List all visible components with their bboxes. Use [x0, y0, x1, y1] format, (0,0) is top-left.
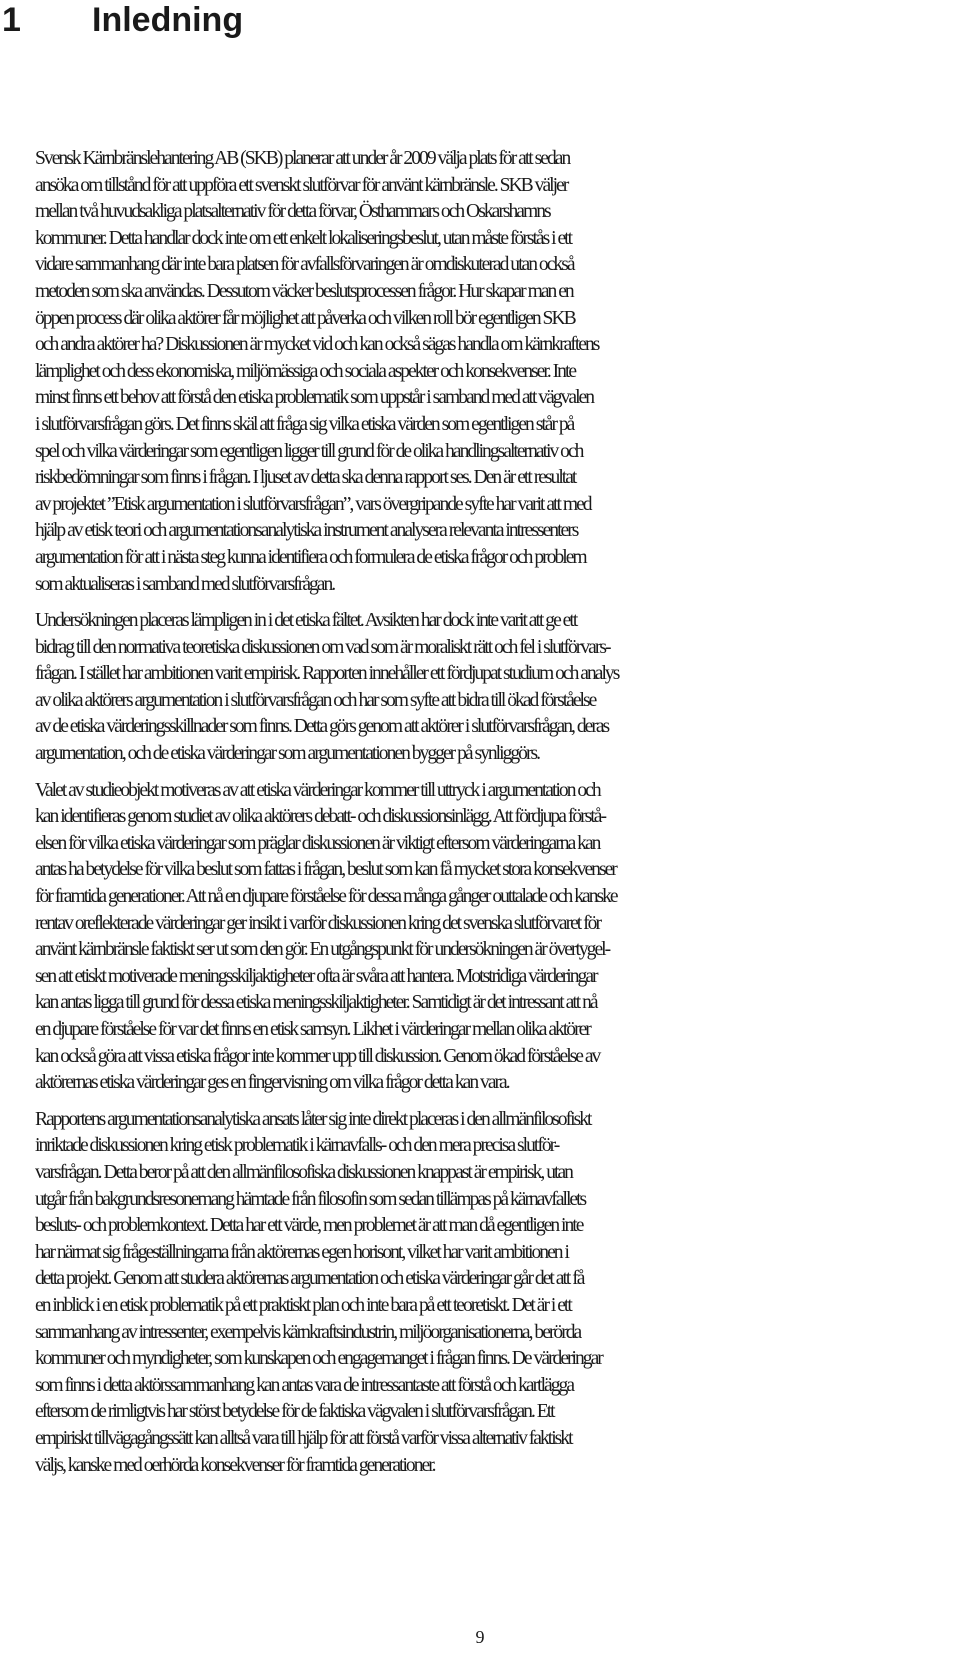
text-line: hjälp av etisk teori och argumentationsanalytiska instrument analysera relevanta intressenters — [35, 520, 578, 542]
text-line: besluts- och problemkontext. Detta har ett värde, men problemet är att man då egentligen inte — [35, 1215, 583, 1237]
text-line: Rapportens argumentationsanalytiska ansats låter sig inte direkt placeras i den allmänfilosofiskt — [35, 1108, 591, 1130]
paragraph — [35, 1107, 955, 1479]
text-line: lämplighet och dess ekonomiska, miljömässiga och sociala aspekter och konsekvenser. Inte — [35, 360, 576, 382]
text-line: aktörernas etiska värderingar ges en fingervisning om vilka frågor detta kan vara. — [35, 1072, 509, 1094]
text-line: har närmat sig frågeställningarna från aktörernas egen horisont, vilket har varit ambitionen i — [35, 1241, 568, 1263]
text-line: av projektet ”Etisk argumentation i slutförvarsfrågan”, vars övergripande syfte har varit att med — [35, 493, 591, 515]
chapter-title: Inledning — [92, 1, 244, 39]
text-line: av olika aktörers argumentation i slutförvarsfrågan och har som syfte att bidra till ökad förståelse — [35, 689, 596, 711]
text-line: bidrag till den normativa teoretiska diskussionen om vad som är moraliskt rätt och fel i slutförvars- — [35, 636, 610, 658]
paragraph — [35, 146, 955, 598]
text-line: empiriskt tillvägagångssätt kan alltså vara till hjälp för att förstå varför vissa alternativ faktiskt — [35, 1427, 572, 1449]
text-line: en djupare förståelse för var det finns en etisk samsyn. Likhet i värderingar mellan olika aktörer — [35, 1019, 590, 1040]
text-line: argumentation, och de etiska värderingar som argumentationen bygger på synliggörs. — [35, 743, 540, 765]
text-line: av de etiska värderingsskillnader som finns. Detta görs genom att aktörer i slutförvarsfrågan, deras — [35, 716, 609, 738]
text-line: kommuner. Detta handlar dock inte om ett enkelt lokaliseringsbeslut, utan måste förstås i ett — [35, 227, 572, 249]
text-line: Undersökningen placeras lämpligen in i det etiska fältet. Avsikten har dock inte varit att ge ett — [35, 610, 577, 632]
text-line: väljs, kanske med oerhörda konsekvenser för framtida generationer. — [35, 1454, 435, 1476]
text-line: kan också göra att vissa etiska frågor inte kommer upp till diskussion. Genom ökad förståelse av — [35, 1045, 600, 1067]
paragraph — [35, 778, 955, 1097]
text-line: rentav oreflekterade värderingar ger insikt i varför diskussionen kring det svenska slutförvaret för — [35, 912, 600, 934]
text-line: spel och vilka värderingar som egentligen ligger till grund för de olika handlingsalternativ och — [35, 440, 583, 462]
text-line: elsen för vilka etiska värderingar som präglar diskussionen är viktigt eftersom värderingarna kan — [35, 832, 600, 854]
text-line: Svensk Kärnbränslehantering AB (SKB) planerar att under år 2009 välja plats för att sedan — [35, 148, 570, 169]
text-line: utgår från bakgrundsresonemang hämtade från filosofin som sedan tillämpas på kärnavfallets — [35, 1188, 586, 1210]
paragraph — [35, 608, 955, 768]
chapter-number: 1 — [2, 1, 21, 39]
text-line: argumentation för att i nästa steg kunna identifiera och formulera de etiska frågor och problem — [35, 546, 586, 568]
text-line: riskbedömningar som finns i frågan. I ljuset av detta ska denna rapport ses. Den är ett resultat — [35, 467, 576, 489]
text-line: i slutförvarsfrågan görs. Det finns skäl att fråga sig vilka etiska värden som egentligen står på — [35, 413, 574, 435]
text-line: Valet av studieobjekt motiveras av att etiska värderingar kommer till uttryck i argumentation och — [35, 779, 600, 801]
text-line: ansöka om tillstånd för att uppföra ett svenskt slutförvar för använt kärnbränsle. SKB väljer — [35, 174, 568, 196]
text-line: antas ha betydelse för vilka beslut som fattas i frågan, beslut som kan få mycket stora konsekvenser — [35, 859, 616, 881]
text-line: metoden som ska användas. Dessutom väcker beslutsprocessen frågor. Hur skapar man en — [35, 280, 573, 302]
text-line: kan antas ligga till grund för dessa etiska meningsskiljaktigheter. Samtidigt är det intressant att nå — [35, 992, 597, 1014]
text-line: och andra aktörer ha? Diskussionen är mycket vid och kan också sägas handla om kärnkraftens — [35, 334, 599, 356]
text-line: varsfrågan. Detta beror på att den allmänfilosofiska diskussionen knappast är empirisk, utan — [35, 1161, 572, 1183]
text-line: sen att etiskt motiverade meningsskiljaktigheter ofta är svåra att hantera. Motstridiga värderingar — [35, 965, 597, 987]
text-line: kan identifieras genom studiet av olika aktörers debatt- och diskussionsinlägg. Att fördjupa förstå- — [35, 806, 605, 828]
text-line: för framtida generationer. Att nå en djupare förståelse för dessa många gånger outtalade och kanske — [35, 886, 617, 908]
text-line: öppen process där olika aktörer får möjlighet att påverka och vilken roll bör egentligen SKB — [35, 307, 575, 329]
text-line: som aktualiseras i samband med slutförvarsfrågan. — [35, 573, 335, 595]
text-line: eftersom de rimligtvis har störst betydelse för de faktiska vägvalen i slutförvarsfrågan. Ett — [35, 1401, 554, 1423]
text-line: mellan två huvudsakliga platsalternativ för detta förvar, Östhammars och Oskarshamns — [35, 201, 550, 223]
body-text — [35, 146, 955, 1489]
text-line: minst finns ett behov att förstå den etiska problematik som uppstår i samband med att vägvalen — [35, 387, 594, 409]
text-line: frågan. I stället har ambitionen varit empirisk. Rapporten innehåller ett fördjupat studium och analys — [35, 663, 619, 685]
text-line: en inblick i en etisk problematik på ett praktiskt plan och inte bara på ett teoretiskt. Det är i ett — [35, 1294, 571, 1316]
text-line: använt kärnbränsle faktiskt ser ut som den gör. En utgångspunkt för undersökningen är övertygel- — [35, 939, 610, 961]
chapter-heading — [2, 0, 243, 40]
text-line: vidare sammanhang där inte bara platsen för avfallsförvaringen är omdiskuterad utan också — [35, 254, 574, 276]
page-number: 9 — [475, 1627, 485, 1647]
text-line: detta projekt. Genom att studera aktörernas argumentation och etiska värderingar går det att få — [35, 1268, 584, 1290]
text-line: sammanhang av intressenter, exempelvis kärnkraftsindustrin, miljöorganisationerna, berörda — [35, 1321, 581, 1343]
text-line: som finns i detta aktörssammanhang kan antas vara de intressantaste att förstå och kartlägga — [35, 1374, 574, 1396]
text-line: kommuner och myndigheter, som kunskapen och engagemanget i frågan finns. De värderingar — [35, 1348, 602, 1370]
text-line: inriktade diskussionen kring etisk problematik i kärnavfalls- och den mera precisa slutför- — [35, 1135, 559, 1157]
